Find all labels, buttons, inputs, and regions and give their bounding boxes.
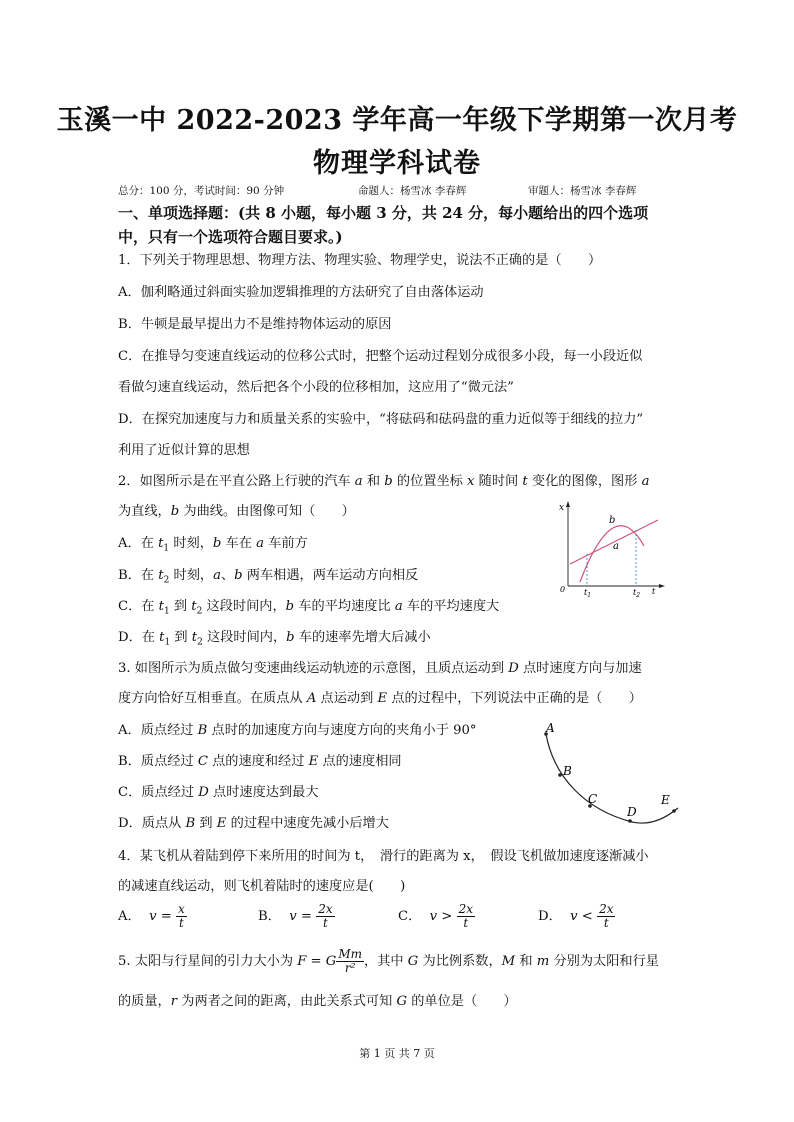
q4-stem-line1: 4．某飞机从着陆到停下来所用的时间为 t， 滑行的距离为 x， 假设飞机做加速度逐渐减小 xyxy=(118,849,649,864)
section-title: 一、单项选择题：(共 8 小题，每小题 3 分，共 24 分，每小题给出的四个选项中，只有一个选项符合题目要求。) xyxy=(118,204,649,246)
q2-stem-line1: 2．如图所示是在平直公路上行驶的汽车 a 和 b 的位置坐标 x 随时间 t 变化的图像，图形 a xyxy=(118,474,650,489)
q2-graph-x-arrow xyxy=(659,584,665,588)
q2-option-c: C．在 $t_1$ 到 $t_2$ 这段时间内，b 车的平均速度比 a 车的平均速度大 xyxy=(118,599,500,617)
q2-graph-label-origin: 0 xyxy=(560,585,566,594)
q1-option-c-line2: 看做匀速直线运动，然后把各个小段的位移相加，这应用了“微元法” xyxy=(118,380,514,395)
q3-stem-line2: 度方向恰好互相垂直。在质点从 A 点运动到 E 点的过程中，下列说法中正确的是（ ） xyxy=(118,691,642,706)
q1-stem: 1．下列关于物理思想、物理方法、物理实验、物理学史，说法不正确的是（ ） xyxy=(118,253,602,268)
q1-option-a: A．伽利略通过斜面实验加逻辑推理的方法研究了自由落体运动 xyxy=(118,285,484,300)
q5-stem-line2: 的质量，r 为两者之间的距离，由此关系式可知 G 的单位是（ ） xyxy=(118,994,517,1009)
q3-label-c: C xyxy=(588,792,598,806)
page-footer: 第 1 页 共 7 页 xyxy=(359,1047,435,1060)
q2-option-d: D．在 $t_1$ 到 $t_2$ 这段时间内，b 车的速率先增大后减小 xyxy=(118,630,431,648)
q2-option-a: A．在 $t_1$ 时刻，b 车在 a 车前方 xyxy=(118,536,308,554)
q4-option-d: D． v < $\frac{2x}{t}$ xyxy=(538,902,614,930)
q3-option-c: C．质点经过 D 点时速度达到最大 xyxy=(118,785,319,800)
q3-option-b: B．质点经过 C 点的速度和经过 E 点的速度相同 xyxy=(118,754,402,769)
q2-graph-y-arrow xyxy=(566,501,570,507)
q5-stem-line1: 5. 太阳与行星间的引力大小为 F = G $\frac{Mm}{\text{r²}}$ ，其中 G 为比例系数，M 和 m 分别为太阳和行星 xyxy=(118,947,659,975)
q3-label-b: B xyxy=(563,764,572,778)
q2-option-b: B．在 $t_2$ 时刻，a、b 两车相遇，两车运动方向相反 xyxy=(118,568,419,586)
q2-stem-line2: 为直线，b 为曲线。由图像可知（ ） xyxy=(118,504,355,519)
q4-option-c: C． v > $\frac{2x}{t}$ xyxy=(398,902,473,930)
q3-label-e: E xyxy=(661,793,670,807)
q4-option-a: A． v = $\frac{x}{t}$ xyxy=(118,902,185,930)
q1-option-b: B．牛顿是最早提出力不是维持物体运动的原因 xyxy=(118,317,392,332)
meta-author: 命题人：杨雪冰 李春辉 xyxy=(358,185,467,197)
q1-option-c-line1: C．在推导匀变速直线运动的位移公式时，把整个运动过程划分成很多小段，每一小段近似 xyxy=(118,349,643,364)
exam-title: 玉溪一中 2022-2023 学年高一年级下学期第一次月考 xyxy=(56,105,738,136)
q3-point-e xyxy=(672,809,676,813)
q3-trajectory-curve xyxy=(546,734,678,823)
meta-reviewer: 审题人：杨雪冰 李春辉 xyxy=(528,185,637,197)
q4-b-fraction: $\frac{2x}{t}$ xyxy=(318,902,333,930)
q1-option-d-line2: 利用了近似计算的思想 xyxy=(118,443,250,458)
q2-graph-label-t: t xyxy=(652,587,656,596)
q4-d-fraction: $\frac{2x}{t}$ xyxy=(599,902,614,930)
q2-graph-label-x: x xyxy=(559,503,565,513)
q3-stem-line1: 3. 如图所示为质点做匀变速曲线运动轨迹的示意图，且质点运动到 D 点时速度方向与加速 xyxy=(118,661,642,676)
q4-stem-line2: 的减速直线运动，则飞机着陆时的速度应是( ) xyxy=(118,879,406,894)
meta-score: 总分：100 分，考试时间：90 分钟 xyxy=(118,185,285,197)
q4-option-b: B． v = $\frac{2x}{t}$ xyxy=(258,902,333,930)
q3-point-b xyxy=(558,773,562,777)
q4-c-fraction: $\frac{2x}{t}$ xyxy=(458,902,473,930)
q4-a-fraction: $\frac{x}{t}$ xyxy=(178,902,185,930)
q3-point-d xyxy=(628,819,632,823)
q1-option-d-line1: D．在探究加速度与力和质量关系的实验中，“将砝码和砝码盘的重力近似等于细线的拉力” xyxy=(118,412,644,427)
q3-option-d: D．质点从 B 到 E 的过程中速度先减小后增大 xyxy=(118,816,389,831)
q3-label-a: A xyxy=(546,721,555,735)
q2-graph-label-b: b xyxy=(609,515,616,526)
q3-trajectory-figure xyxy=(528,718,688,828)
q3-label-d: D xyxy=(627,805,637,819)
q2-graph-label-t2: $t_2$ xyxy=(633,588,641,598)
q2-graph-label-a: a xyxy=(613,541,619,552)
q2-graph-label-t1: $t_1$ xyxy=(584,588,592,598)
exam-subtitle: 物理学科试卷 xyxy=(313,148,481,179)
q3-option-a: A．质点经过 B 点时的加速度方向与速度方向的夹角小于 90° xyxy=(118,723,477,738)
q5-gravity-fraction: $\frac{Mm}{\text{r²}}$ xyxy=(338,947,363,975)
q2-xt-graph xyxy=(556,498,668,598)
